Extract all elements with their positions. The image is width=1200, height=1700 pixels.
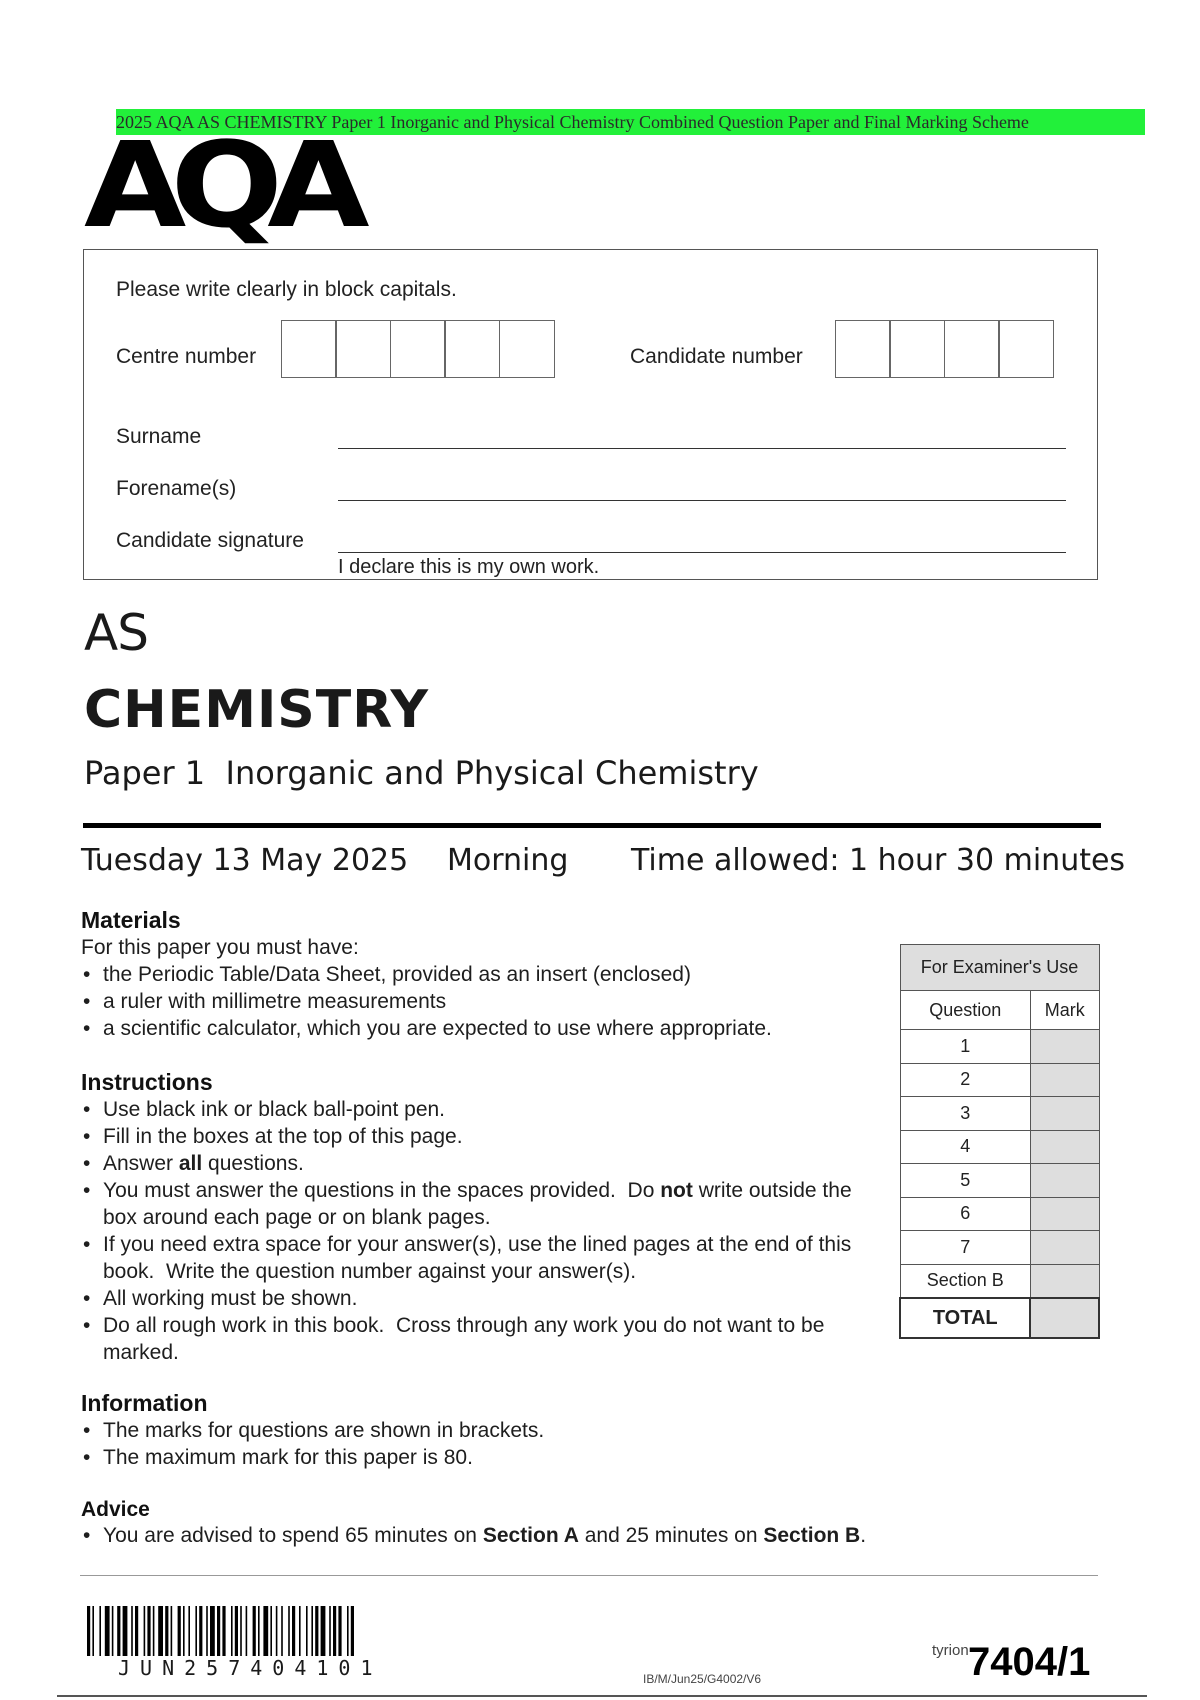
item-text: Answer [103, 1152, 179, 1175]
list-item [81, 1522, 1081, 1549]
aqa-logo: AQA [84, 116, 354, 254]
centre-number-boxes[interactable] [282, 320, 555, 378]
list-item: • The marks for questions are shown in brackets. [81, 1417, 871, 1444]
paper-code: 7404/1 [968, 1640, 1091, 1684]
instructions-list [81, 1096, 871, 1366]
materials-section [81, 907, 881, 1042]
candidate-digit-box[interactable] [835, 320, 891, 378]
centre-digit-box[interactable] [390, 320, 446, 378]
list-item: • If you need extra space for your answer(s), use the lined pages at the end of this book. Write the question number against your answer(s). [81, 1231, 871, 1285]
question-number: 5 [900, 1164, 1030, 1198]
question-number: 2 [900, 1063, 1030, 1097]
surname-write-line[interactable] [338, 448, 1066, 449]
section-b-text: Section B [763, 1524, 861, 1547]
mark-cell[interactable] [1030, 1164, 1099, 1198]
emphasis-text: all [178, 1152, 203, 1175]
examiner-use-table [899, 944, 1100, 1339]
instructions-heading: Instructions [81, 1069, 213, 1095]
emphasis-text: not [660, 1179, 693, 1202]
item-text: . [860, 1524, 867, 1547]
candidate-digit-box[interactable] [998, 320, 1054, 378]
list-item: • The maximum mark for this paper is 80. [81, 1444, 871, 1471]
question-number: Section B [900, 1264, 1030, 1298]
document-title-banner: 2025 AQA AS CHEMISTRY Paper 1 Inorganic and Physical Chemistry Combined Question Paper and Final Marking Scheme [116, 109, 1145, 135]
centre-digit-box[interactable] [444, 320, 500, 378]
footer-divider [80, 1575, 1098, 1576]
centre-digit-box[interactable] [335, 320, 391, 378]
barcode-graphic [87, 1606, 471, 1656]
paper-title: Paper 1 Inorganic and Physical Chemistry [84, 754, 759, 792]
declaration-text: I declare this is my own work. [338, 556, 600, 578]
mark-cell[interactable] [1030, 1231, 1099, 1265]
item-text: write outside the box around each page or on blank pages. [103, 1179, 852, 1229]
list-item: • Fill in the boxes at the top of this page. [81, 1123, 871, 1150]
information-list [81, 1417, 871, 1471]
qualification-title: AS [84, 604, 148, 662]
centre-digit-box[interactable] [499, 320, 555, 378]
page-bottom-rule [57, 1695, 1147, 1697]
centre-digit-box[interactable] [281, 320, 337, 378]
question-number: 1 [900, 1030, 1030, 1064]
total-mark-cell[interactable] [1030, 1298, 1099, 1338]
list-item: • a scientific calculator, which you are expected to use where appropriate. [81, 1015, 881, 1042]
total-label: TOTAL [900, 1298, 1030, 1338]
centre-number-label: Centre number [116, 345, 257, 368]
document-code: IB/M/Jun25/G4002/V6 [643, 1672, 762, 1686]
list-item [81, 1177, 871, 1231]
item-text: You are advised to spend 65 minutes on [103, 1524, 483, 1547]
section-a-text: Section A [482, 1524, 579, 1547]
mark-column-header: Mark [1030, 991, 1099, 1030]
mark-cell[interactable] [1030, 1264, 1099, 1298]
mark-cell[interactable] [1030, 1130, 1099, 1164]
block-capitals-instruction: Please write clearly in block capitals. [116, 278, 457, 301]
item-text: You must answer the questions in the spaces provided. Do [103, 1179, 661, 1202]
list-item: • All working must be shown. [81, 1285, 871, 1312]
mark-cell[interactable] [1030, 1197, 1099, 1231]
question-number: 4 [900, 1130, 1030, 1164]
mark-cell[interactable] [1030, 1030, 1099, 1064]
advice-section [81, 1498, 1081, 1549]
list-item [81, 1150, 871, 1177]
information-section [81, 1390, 871, 1471]
advice-heading: Advice [81, 1498, 150, 1521]
mark-cell[interactable] [1030, 1063, 1099, 1097]
examiner-table-title: For Examiner's Use [900, 945, 1099, 991]
exam-session: Morning [447, 843, 569, 878]
title-divider [83, 823, 1101, 828]
list-item: • a ruler with millimetre measurements [81, 988, 881, 1015]
signature-label: Candidate signature [116, 529, 304, 552]
instructions-section [81, 1069, 871, 1366]
list-item: • Do all rough work in this book. Cross through any work you do not want to be marked. [81, 1312, 871, 1366]
item-text: questions. [202, 1152, 304, 1175]
materials-intro: For this paper you must have: [81, 936, 359, 959]
list-item: • the Periodic Table/Data Sheet, provided as an insert (enclosed) [81, 961, 881, 988]
materials-list [81, 961, 881, 1042]
footer-reference: tyrion [932, 1642, 969, 1659]
exam-date: Tuesday 13 May 2025 [81, 843, 409, 878]
candidate-number-boxes[interactable] [836, 320, 1054, 378]
list-item: • Use black ink or black ball-point pen. [81, 1096, 871, 1123]
question-number: 6 [900, 1197, 1030, 1231]
mark-cell[interactable] [1030, 1097, 1099, 1131]
information-heading: Information [81, 1390, 208, 1416]
materials-heading: Materials [81, 907, 181, 933]
question-column-header: Question [900, 991, 1030, 1030]
candidate-digit-box[interactable] [944, 320, 1000, 378]
forenames-label: Forename(s) [116, 477, 237, 500]
question-number: 7 [900, 1231, 1030, 1265]
advice-list [81, 1522, 1081, 1549]
surname-label: Surname [116, 425, 202, 448]
forenames-write-line[interactable] [338, 500, 1066, 501]
item-text: and 25 minutes on [578, 1524, 764, 1547]
candidate-number-label: Candidate number [630, 345, 803, 368]
time-allowed: Time allowed: 1 hour 30 minutes [631, 843, 1126, 878]
candidate-digit-box[interactable] [889, 320, 945, 378]
barcode-text: JUN257404101 [118, 1656, 383, 1680]
question-number: 3 [900, 1097, 1030, 1131]
subject-title: CHEMISTRY [84, 680, 430, 740]
signature-write-line[interactable] [338, 552, 1066, 553]
